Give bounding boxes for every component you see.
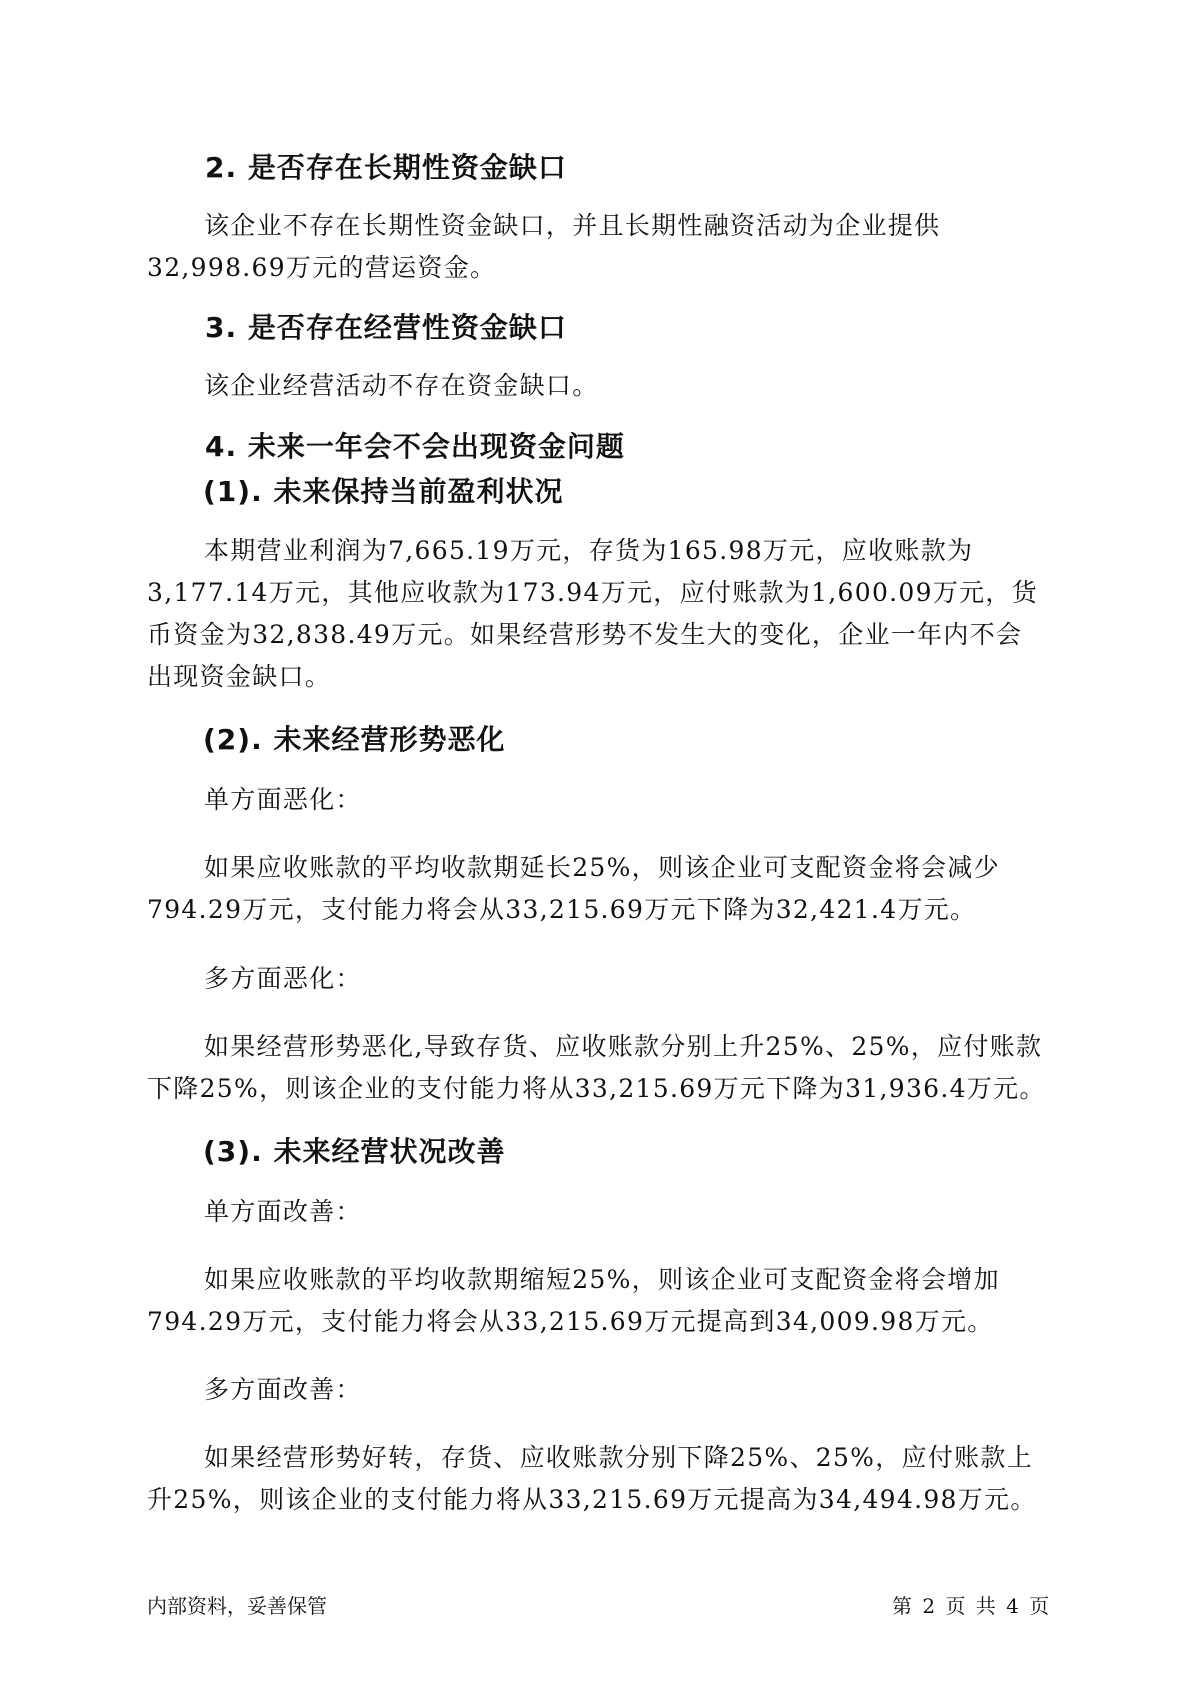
paragraph-line: 794.29万元，支付能力将会从33,215.69万元提高到34,009.98万元。 <box>147 1307 994 1336</box>
paragraph-line: 该企业经营活动不存在资金缺口。 <box>204 371 599 400</box>
paragraph-line: 该企业不存在长期性资金缺口，并且长期性融资活动为企业提供 <box>204 211 941 240</box>
sub-label: 单方面改善： <box>204 1197 362 1226</box>
paragraph-line: 下降25%，则该企业的支付能力将从33,215.69万元下降为31,936.4万元。 <box>147 1074 1046 1103</box>
paragraph-line: 升25%，则该企业的支付能力将从33,215.69万元提高为34,494.98万元。 <box>147 1485 1037 1514</box>
paragraph-line: 32,998.69万元的营运资金。 <box>147 253 497 282</box>
subsection-heading-2: (2). 未来经营形势恶化 <box>203 723 506 756</box>
paragraph-line: 如果经营形势恶化,导致存货、应收账款分别上升25%、25%，应付账款 <box>204 1032 1043 1061</box>
subsection-heading-3: (3). 未来经营状况改善 <box>203 1135 506 1168</box>
footer-note: 内部资料，妥善保管 <box>147 1594 327 1618</box>
sub-label: 单方面恶化： <box>204 785 362 814</box>
section-heading-2: 2. 是否存在长期性资金缺口 <box>205 151 567 184</box>
sub-label: 多方面恶化： <box>204 964 362 993</box>
section-heading-4: 4. 未来一年会不会出现资金问题 <box>205 430 625 463</box>
subsection-heading-1: (1). 未来保持当前盈利状况 <box>203 475 564 508</box>
page-number: 第 2 页 共 4 页 <box>892 1594 1050 1618</box>
paragraph-line: 794.29万元，支付能力将会从33,215.69万元下降为32,421.4万元。 <box>147 895 977 924</box>
section-heading-3: 3. 是否存在经营性资金缺口 <box>205 311 567 344</box>
paragraph-line: 出现资金缺口。 <box>147 662 332 691</box>
paragraph-line: 本期营业利润为7,665.19万元，存货为165.98万元，应收账款为 <box>204 536 974 565</box>
paragraph-line: 币资金为32,838.49万元。如果经营形势不发生大的变化，企业一年内不会 <box>147 620 1023 649</box>
paragraph-line: 如果应收账款的平均收款期缩短25%，则该企业可支配资金将会增加 <box>204 1265 1000 1294</box>
paragraph-line: 如果经营形势好转，存货、应收账款分别下降25%、25%，应付账款上 <box>204 1443 1034 1472</box>
paragraph-line: 如果应收账款的平均收款期延长25%，则该企业可支配资金将会减少 <box>204 853 1000 882</box>
sub-label: 多方面改善： <box>204 1375 362 1404</box>
paragraph-line: 3,177.14万元，其他应收款为173.94万元，应付账款为1,600.09万元，货 <box>147 578 1039 607</box>
